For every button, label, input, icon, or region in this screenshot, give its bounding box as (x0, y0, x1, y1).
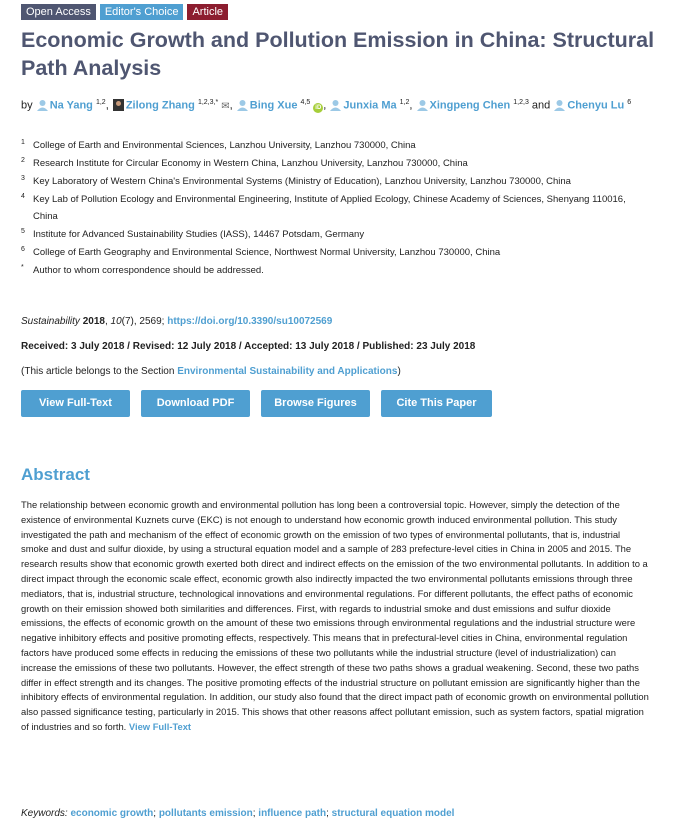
affiliation-item: 3 Key Laboratory of Western China's Environmental Systems (Ministry of Education), Lanzhou University, Lanzhou 730000, China (21, 175, 571, 187)
affiliation-item: 4 Key Lab of Pollution Ecology and Environmental Engineering, Institute of Applied Ecology, Chinese Academy of Sciences, Shenyang 110016, China (21, 193, 626, 222)
view-full-text-button[interactable]: View Full-Text (21, 390, 130, 417)
email-icon[interactable]: ✉ (221, 100, 230, 112)
affiliation-item: 1 College of Earth and Environmental Sciences, Lanzhou University, Lanzhou 730000, China (21, 139, 416, 151)
affiliation-item: 5 Institute for Advanced Sustainability Studies (IASS), 14467 Potsdam, Germany (21, 228, 365, 240)
journal-name: Sustainability (21, 316, 80, 327)
action-buttons (21, 390, 492, 417)
author-affiliation-sup: 1,2,3,* (197, 99, 219, 106)
author-affiliation-sup: 6 (627, 99, 632, 106)
keywords: Keywords: economic growth; pollutants emission; influence path; structural equation model (21, 808, 455, 819)
section-link[interactable]: Environmental Sustainability and Applications (177, 366, 398, 377)
affiliation-list (21, 137, 651, 280)
and-label: and (531, 99, 551, 112)
author-name[interactable]: Zilong Zhang (125, 99, 195, 112)
open-access-badge[interactable]: Open Access (21, 4, 96, 20)
keyword-link[interactable]: structural equation model (331, 808, 455, 819)
article-title: Economic Growth and Pollution Emission in China: Structural Path Analysis (21, 28, 655, 80)
badges (21, 4, 228, 20)
author-affiliation-sup: 4,5 (300, 99, 311, 106)
publication-dates: Received: 3 July 2018 / Revised: 12 July 2018 / Accepted: 13 July 2018 / Published: 23 July 2018 (21, 341, 476, 352)
author-affiliation-sup: 1,2 (399, 99, 410, 106)
section-note: (This article belongs to the Section Environmental Sustainability and Applications) (21, 366, 401, 377)
keyword-link[interactable]: influence path (258, 808, 327, 819)
keywords-label: Keywords: (21, 808, 68, 819)
author-name[interactable]: Bing Xue (249, 99, 298, 112)
author-profile-icon (417, 99, 428, 111)
browse-figures-button[interactable]: Browse Figures (261, 390, 370, 417)
author-name[interactable]: Xingpeng Chen (429, 99, 511, 112)
author-profile-icon (554, 99, 565, 111)
author-affiliation-sup: 1,2,3 (513, 99, 529, 106)
affiliation-item-correspondence: * Author to whom correspondence should be addressed. (21, 264, 264, 276)
author-profile-icon (237, 99, 248, 111)
author-name[interactable]: Chenyu Lu (567, 99, 625, 112)
affiliation-item: 2 Research Institute for Circular Economy in Western China, Lanzhou University, Lanzhou 730000, China (21, 157, 468, 169)
article-type-badge: Article (187, 4, 228, 20)
keyword-link[interactable]: pollutants emission (158, 808, 253, 819)
author-xingpeng-chen[interactable] (416, 94, 529, 115)
author-photo-icon (113, 99, 124, 111)
abstract-text: The relationship between economic growth and environmental pollution has long been a controversial topic. However, simply the detection of the existence of environmental Kuznets curve (EKC) is not enough to understand how economic growth induced environmental pollution. This study investigated the path and mechanism of the effect of economic growth on the emission of two types of environmental pollutants, that is, industrial smoke and dust and sulfur dioxide, by using a structural equation model and a sample of 283 prefecture-level cities in China in 2005 and 2015. The research results show that economic growth exerted both direct and indirect effects on the emission of the two environmental pollutants. In addition to a direct impact through the economic scale effect, economic growth also indirectly impacted the two environmental pollutants emissions through three mediators, that is, industrial structure, technological innovations and environmental regulations. For different pollutants, the effect paths of economic growth on their emission showed both similarities and differences. First, with regards to industrial smoke and dust emissions and sulfur dioxide emissions, the effects of economic growth on the amount of these two emissions through environmental regulations and the industrial structure were negative inhibitory effects and positive promoting effects, respectively. This means that in prefectural-level cities in China, environmental regulation factors have produced some effects in reducing the emissions of these two pollutants while the industrial structure (level of industrialization) can increase the emissions of these two pollutants. However, the effect strength of these two paths shows a gradual weakening. Second, these two paths differ in effect strength and its changes. The positive promoting effects of the industrial structure on pollutant emission are significantly higher than the inhibitory effects of environmental regulation. In addition, our study also found that the direct impact path of economic growth on environmental pollution also passed significance testing, particularly in 2015. This shows that other reasons affect pollutant emission, such as system factors, spatial migration of industries and so forth. (21, 499, 649, 732)
volume: 10 (110, 316, 122, 327)
abstract-body (21, 498, 649, 735)
author-chenyu-lu[interactable] (553, 94, 631, 115)
author-affiliation-sup: 1,2 (95, 99, 106, 106)
view-full-text-link[interactable]: View Full-Text (128, 720, 192, 732)
year: 2018 (82, 316, 105, 327)
issue-pages: (7), 2569; (121, 316, 168, 327)
download-pdf-button[interactable]: Download PDF (141, 390, 250, 417)
citation-line: Sustainability 2018, 10(7), 2569; https://doi.org/10.3390/su10072569 (21, 316, 333, 327)
author-na-yang[interactable]: Na Yang $^{1,2}$, (36, 94, 109, 115)
author-bing-xue[interactable]: Bing Xue $^{4,5}$ iD , (236, 94, 327, 115)
author-name[interactable]: Na Yang (49, 99, 93, 112)
keyword-link[interactable]: economic growth (70, 808, 154, 819)
author-name[interactable]: Junxia Ma (343, 99, 397, 112)
author-profile-icon (330, 99, 341, 111)
affiliation-item: 6 College of Earth Geography and Environmental Science, Northwest Normal University, Lanzhou 730000, China (21, 246, 501, 258)
author-profile-icon (37, 99, 48, 111)
doi-link[interactable]: https://doi.org/10.3390/su10072569 (167, 316, 333, 327)
author-zilong-zhang[interactable]: Zilong Zhang $^{1,2,3,*}$ ✉, (112, 94, 233, 116)
cite-this-paper-button[interactable]: Cite This Paper (381, 390, 492, 417)
by-label: by (21, 99, 33, 112)
orcid-icon[interactable]: iD (315, 104, 322, 111)
author-list (21, 94, 661, 116)
editors-choice-badge[interactable]: Editor's Choice (100, 4, 184, 20)
author-junxia-ma[interactable]: Junxia Ma $^{1,2}$, (329, 94, 412, 115)
abstract-heading: Abstract (21, 465, 90, 484)
